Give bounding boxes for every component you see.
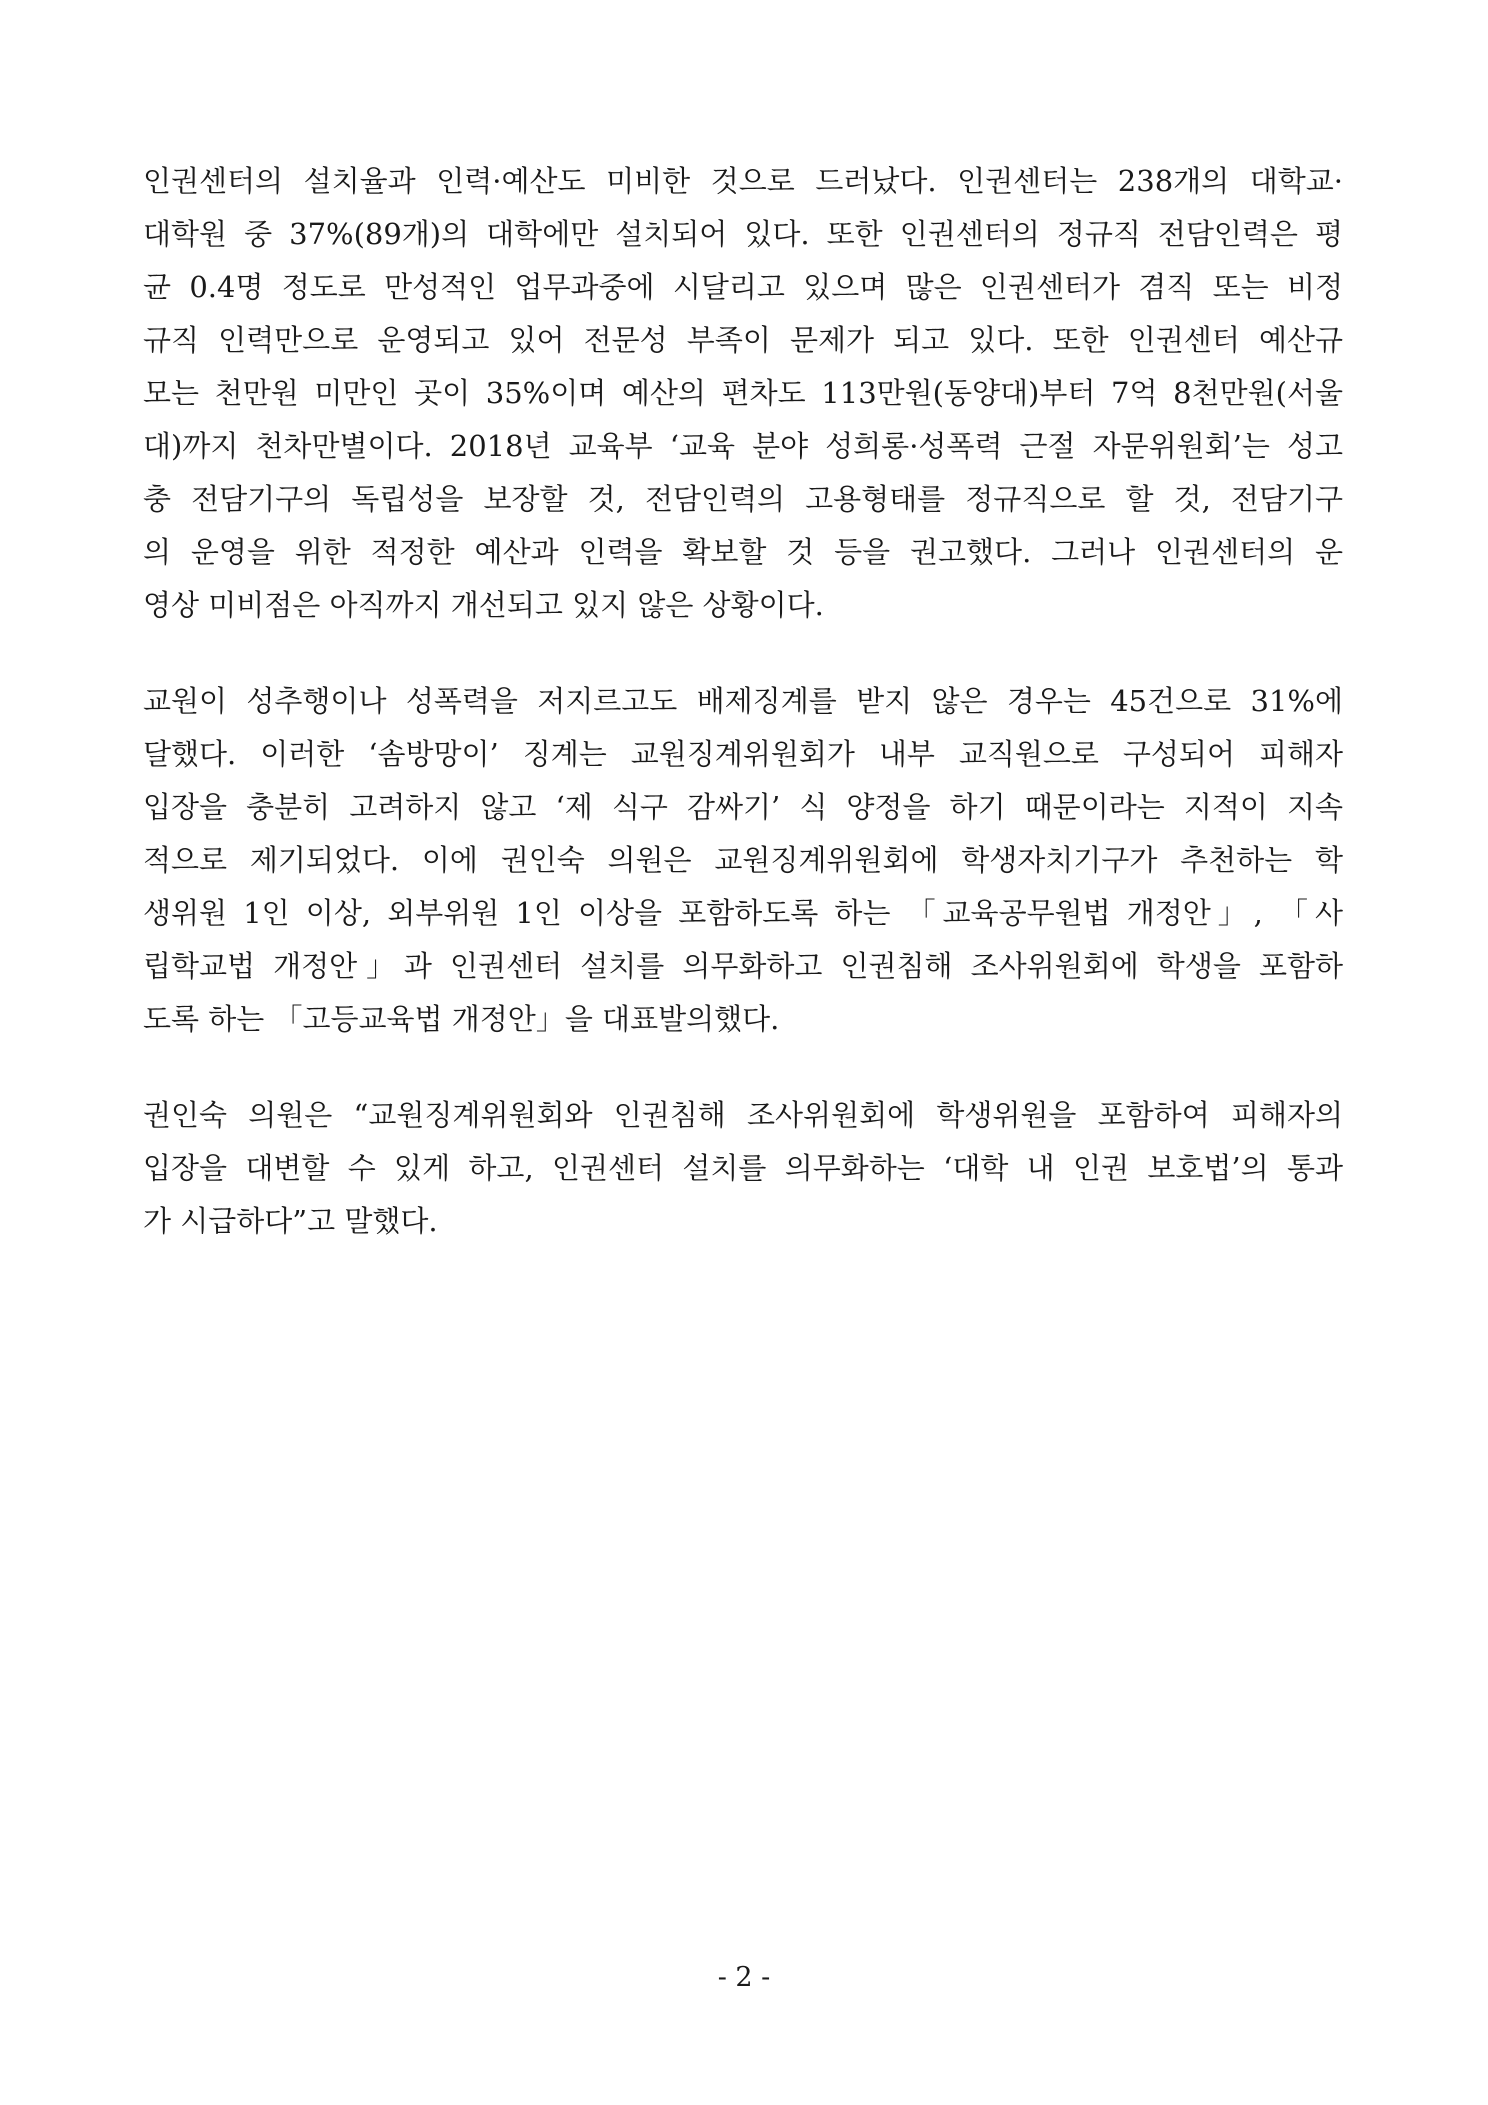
text-line: 입장을 충분히 고려하지 않고 ‘제 식구 감싸기’ 식 양정을 하기 때문이라는 지적이 지속 <box>143 790 1343 824</box>
text-line: 교원이 성추행이나 성폭력을 저지르고도 배제징계를 받지 않은 경우는 45건으로 31%에 <box>143 684 1343 718</box>
paragraph-human-rights-center <box>143 155 1343 632</box>
text-line: 생위원 1인 이상, 외부위원 1인 이상을 포함하도록 하는 「교육공무원법 개정안」, 「사 <box>143 896 1343 930</box>
text-line: 모는 천만원 미만인 곳이 35%이며 예산의 편차도 113만원(동양대)부터 7억 8천만원(서울 <box>143 376 1343 410</box>
text-line: 의 운영을 위한 적정한 예산과 인력을 확보할 것 등을 권고했다. 그러나 인권센터의 운 <box>143 535 1343 569</box>
text-line: 가 시급하다”고 말했다. <box>143 1204 438 1238</box>
text-line: 대학원 중 37%(89개)의 대학에만 설치되어 있다. 또한 인권센터의 정규직 전담인력은 평 <box>143 217 1343 251</box>
page-number: - 2 - <box>717 1962 771 1993</box>
text-line: 균 0.4명 정도로 만성적인 업무과중에 시달리고 있으며 많은 인권센터가 겸직 또는 비정 <box>143 270 1343 304</box>
text-line: 대)까지 천차만별이다. 2018년 교육부 ‘교육 분야 성희롱·성폭력 근절 자문위원회’는 성고 <box>143 429 1343 463</box>
text-line: 입장을 대변할 수 있게 하고, 인권센터 설치를 의무화하는 ‘대학 내 인권 보호법’의 통과 <box>143 1151 1343 1185</box>
paragraph-quote <box>143 1089 1343 1248</box>
text-line: 달했다. 이러한 ‘솜방망이’ 징계는 교원징계위원회가 내부 교직원으로 구성되어 피해자 <box>143 737 1343 771</box>
text-line: 충 전담기구의 독립성을 보장할 것, 전담인력의 고용형태를 정규직으로 할 것, 전담기구 <box>143 482 1343 516</box>
text-line: 영상 미비점은 아직까지 개선되고 있지 않은 상황이다. <box>143 588 824 622</box>
text-line: 적으로 제기되었다. 이에 권인숙 의원은 교원징계위원회에 학생자치기구가 추천하는 학 <box>143 843 1343 877</box>
text-line: 립학교법 개정안」과 인권센터 설치를 의무화하고 인권침해 조사위원회에 학생을 포함하 <box>143 949 1343 983</box>
paragraph-disciplinary-committee <box>143 675 1343 1046</box>
body-text <box>143 155 1343 1291</box>
text-line: 권인숙 의원은 “교원징계위원회와 인권침해 조사위원회에 학생위원을 포함하여 피해자의 <box>143 1098 1343 1132</box>
text-line: 도록 하는 「고등교육법 개정안」을 대표발의했다. <box>143 1002 780 1036</box>
text-line: 규직 인력만으로 운영되고 있어 전문성 부족이 문제가 되고 있다. 또한 인권센터 예산규 <box>143 323 1343 357</box>
text-line: 인권센터의 설치율과 인력·예산도 미비한 것으로 드러났다. 인권센터는 238개의 대학교· <box>143 164 1343 198</box>
